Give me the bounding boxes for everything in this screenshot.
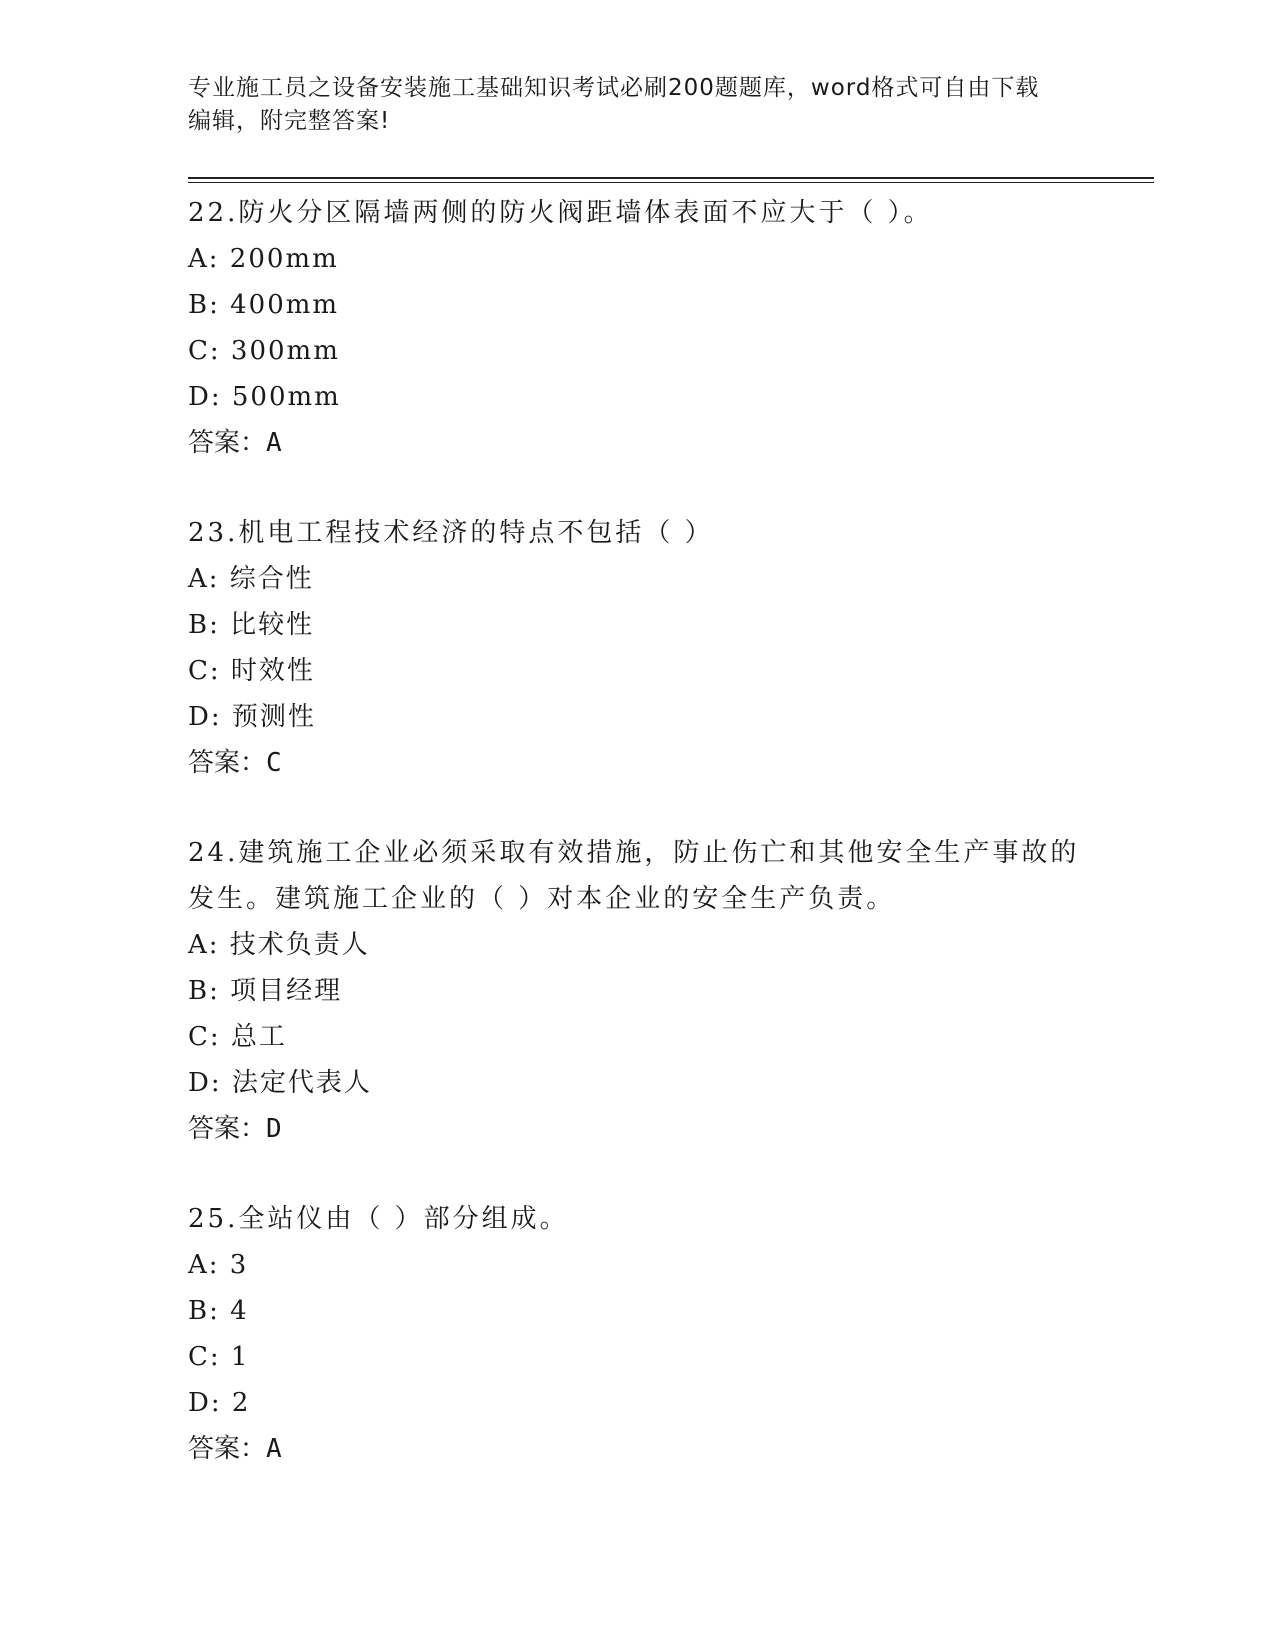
question-list [188,190,1088,1516]
header-divider-thin [188,182,1154,183]
header-divider-thick [188,177,1154,179]
answer: 答案：D [188,1114,282,1144]
option-c: C: 时效性 [188,656,315,686]
question-title-line-2: 发生。建筑施工企业的（ ）对本企业的安全生产负责。 [188,884,896,914]
option-a: A: 200mm [188,244,339,274]
option-d: D: 预测性 [188,702,316,732]
option-b: B: 比较性 [188,610,315,640]
question-23 [188,510,1088,786]
answer: 答案：A [188,428,282,458]
option-b: B: 4 [188,1296,249,1326]
option-a: A: 技术负责人 [188,930,370,960]
option-c: C: 总工 [188,1022,287,1052]
option-d: D: 2 [188,1388,251,1418]
option-a: A: 综合性 [188,564,314,594]
answer: 答案：C [188,748,282,778]
header-line-1: 专业施工员之设备安装施工基础知识考试必刷200题题库，word格式可自由下载 [188,75,1040,101]
question-22 [188,190,1088,466]
answer: 答案：A [188,1434,282,1464]
option-c: C: 300mm [188,336,340,366]
question-title: 23.机电工程技术经济的特点不包括（ ） [188,518,714,548]
option-b: B: 400mm [188,290,340,320]
question-title: 22.防火分区隔墙两侧的防火阀距墙体表面不应大于（ ）。 [188,198,933,228]
question-25 [188,1196,1088,1472]
header-line-2: 编辑，附完整答案! [188,108,391,134]
option-a: A: 3 [188,1250,249,1280]
question-title: 25.全站仪由（ ）部分组成。 [188,1204,569,1234]
document-header [188,72,1088,138]
option-d: D: 500mm [188,382,341,412]
option-d: D: 法定代表人 [188,1068,372,1098]
question-title-line-1: 24.建筑施工企业必须采取有效措施，防止伤亡和其他安全生产事故的 [188,838,1080,868]
option-b: B: 项目经理 [188,976,343,1006]
option-c: C: 1 [188,1342,250,1372]
question-24 [188,830,1088,1152]
